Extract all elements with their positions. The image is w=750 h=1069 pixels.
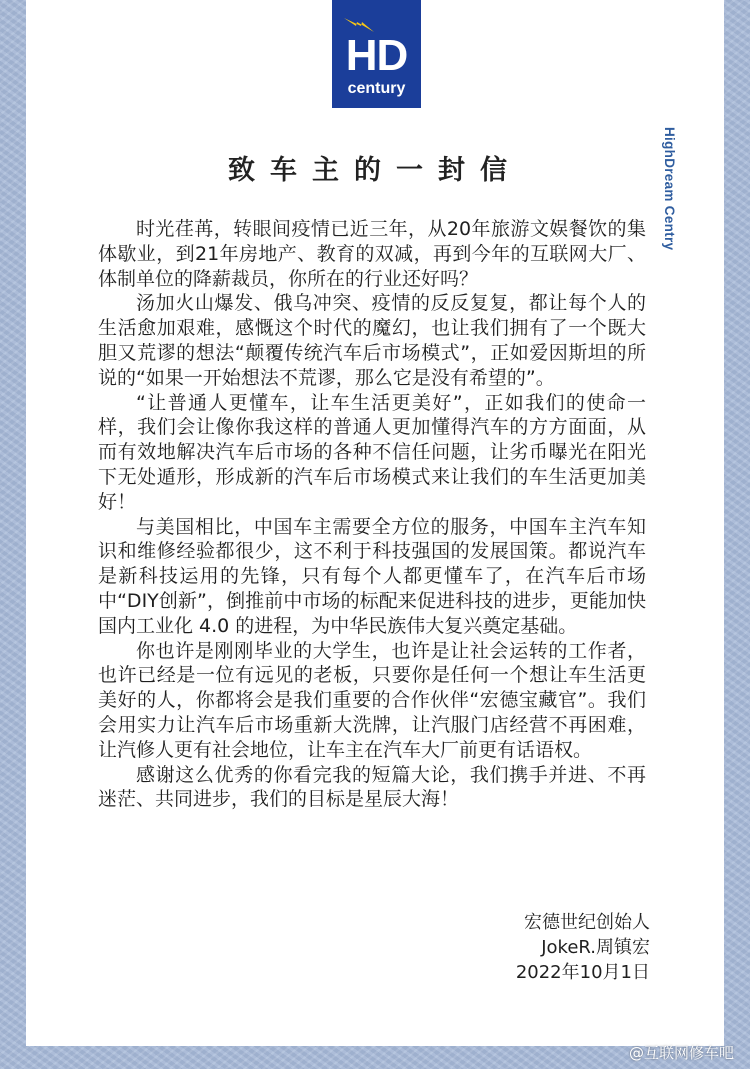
signature-org: 宏德世纪创始人 xyxy=(524,912,650,933)
letter-body xyxy=(98,217,646,812)
hd-century-logo xyxy=(332,0,421,108)
side-brand-text: HighDream Centry xyxy=(662,127,677,251)
paragraph: 与美国相比，中国车主需要全方位的服务，中国车主汽车知识和维修经验都很少，这不利于科技强国的发展国策。都说汽车是新科技运用的先锋，只有每个人都更懂车了，在汽车后市场中“DIY创新”，倒推前中市场的标配来促进科技的进步，更能加快国内工业化 4.0 的进程，为中华民族伟大复兴奠定基础。 xyxy=(98,515,646,637)
paragraph: 你也许是刚刚毕业的大学生，也许是让社会运转的工作者，也许已经是一位有远见的老板，只要你是任何一个想让车生活更美好的人，你都将会是我们重要的合作伙伴“宏德宝藏官”。我们会用实力让汽车后市场重新大洗牌，让汽服门店经营不再困难，让汽修人更有社会地位，让车主在汽车大厂前更有话语权。 xyxy=(98,639,646,761)
paragraph: 感谢这么优秀的你看完我的短篇大论，我们携手并进、不再迷茫、共同进步，我们的目标是星辰大海！ xyxy=(98,763,646,811)
signature-name: JokeR.周镇宏 xyxy=(541,937,650,958)
signature-date: 2022年10月1日 xyxy=(515,962,650,983)
watermark-text: @互联网修车吧 xyxy=(628,1044,734,1062)
logo-main-text: HD xyxy=(345,31,408,80)
source-watermark xyxy=(629,1042,734,1063)
signature-block xyxy=(516,910,650,985)
paragraph: 汤加火山爆发、俄乌冲突、疫情的反反复复，都让每个人的生活愈加艰难，感慨这个时代的魔幻，也让我们拥有了一个既大胆又荒谬的想法“颠覆传统汽车后市场模式”，正如爱因斯坦的所说的“如果一开始想法不荒谬，那么它是没有希望的”。 xyxy=(98,292,646,389)
paragraph: 时光荏苒，转眼间疫情已近三年，从20年旅游文娱餐饮的集体歇业，到21年房地产、教育的双减，再到今年的互联网大厂、体制单位的降薪裁员，你所在的行业还好吗？ xyxy=(98,218,646,290)
letter-title: 致车主的一封信 xyxy=(228,155,522,186)
paragraph: “让普通人更懂车，让车生活更美好”，正如我们的使命一样，我们会让像你我这样的普通人更加懂得汽车的方方面面，从而有效地解决汽车后市场的各种不信任问题，让劣币曝光在阳光下无处遁形，形成新的汽车后市场模式来让我们的车生活更加美好！ xyxy=(98,391,646,513)
logo-sub-text: century xyxy=(347,80,406,97)
